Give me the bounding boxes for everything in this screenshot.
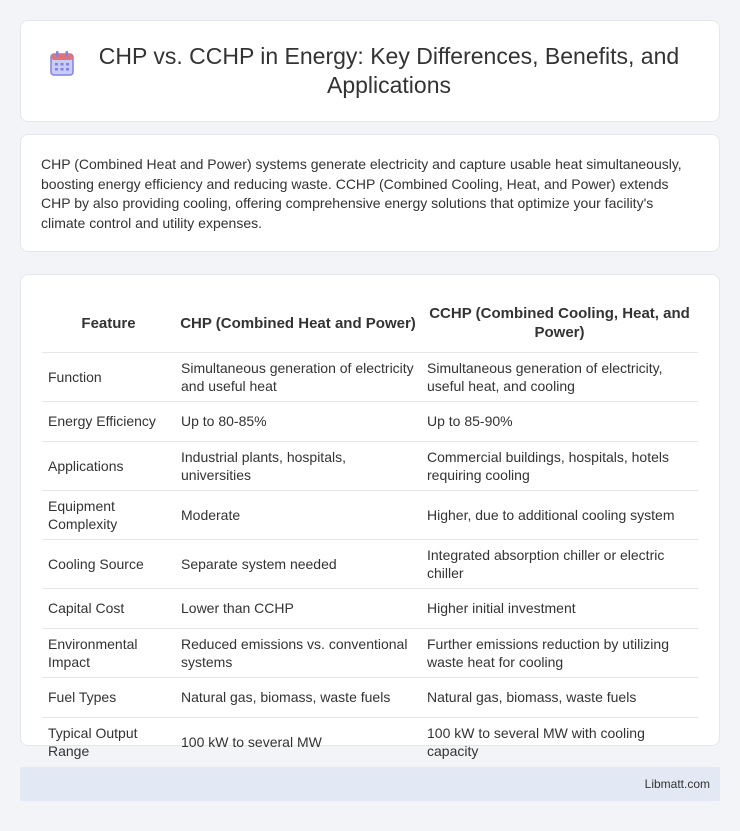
table-cell: Up to 85-90% <box>421 401 698 441</box>
calendar-icon <box>50 50 74 76</box>
table-row <box>42 588 698 628</box>
comparison-card <box>20 274 720 759</box>
column-header: CHP (Combined Heat and Power) <box>180 314 416 332</box>
table-cell: Separate system needed <box>175 539 421 588</box>
table-row <box>42 539 698 588</box>
table-cell: Integrated absorption chiller or electric chiller <box>421 539 698 588</box>
table-row <box>42 352 698 401</box>
table-row <box>42 677 698 717</box>
table-cell: 100 kW to several MW <box>175 717 421 766</box>
table-cell: Reduced emissions vs. conventional systems <box>175 628 421 677</box>
table-cell: Simultaneous generation of electricity and useful heat <box>175 352 421 401</box>
table-cell: Cooling Source <box>42 539 175 588</box>
table-header-row <box>42 295 698 352</box>
table-cell: Further emissions reduction by utilizing waste heat for cooling <box>421 628 698 677</box>
page-title: CHP vs. CCHP in Energy: Key Differences, Benefits, and Applications <box>98 43 680 98</box>
table-cell: Industrial plants, hospitals, universities <box>175 441 421 490</box>
table-cell: Moderate <box>175 490 421 539</box>
table-cell: Higher initial investment <box>421 588 698 628</box>
table-cell: Higher, due to additional cooling system <box>421 490 698 539</box>
table-cell: Fuel Types <box>42 677 175 717</box>
column-header: CCHP (Combined Cooling, Heat, and Power) <box>429 305 690 342</box>
table-cell: Natural gas, biomass, waste fuels <box>175 677 421 717</box>
table-cell: Equipment Complexity <box>42 490 175 539</box>
table-cell: Function <box>42 352 175 401</box>
table-cell: Typical Output Range <box>42 717 175 766</box>
table-row <box>42 628 698 677</box>
footer-brand-link[interactable]: Libmatt.com <box>644 777 710 791</box>
table-cell: 100 kW to several MW with cooling capacity <box>421 717 698 766</box>
footer <box>20 767 720 801</box>
table-cell: Applications <box>42 441 175 490</box>
column-header: Feature <box>81 314 136 332</box>
table-row <box>42 490 698 539</box>
table-cell: Up to 80-85% <box>175 401 421 441</box>
table-row <box>42 717 698 766</box>
table-cell: Energy Efficiency <box>42 401 175 441</box>
table-row <box>42 441 698 490</box>
table-cell: Capital Cost <box>42 588 175 628</box>
title-card <box>20 20 720 122</box>
table-cell: Natural gas, biomass, waste fuels <box>421 677 698 717</box>
table-cell: Lower than CCHP <box>175 588 421 628</box>
intro-card <box>20 134 720 252</box>
table-row <box>42 401 698 441</box>
comparison-table <box>42 295 698 766</box>
table-cell: Environmental Impact <box>42 628 175 677</box>
table-cell: Simultaneous generation of electricity, useful heat, and cooling <box>421 352 698 401</box>
table-cell: Commercial buildings, hospitals, hotels requiring cooling <box>421 441 698 490</box>
intro-text: CHP (Combined Heat and Power) systems generate electricity and capture usable heat simultaneously, boosting energy efficiency and reducing waste. CCHP (Combined Cooling, Heat, and Power) extends CHP by also providing cooling, offering comprehensive energy solutions that optimize your facility's climate control and utility expenses. <box>41 156 682 231</box>
